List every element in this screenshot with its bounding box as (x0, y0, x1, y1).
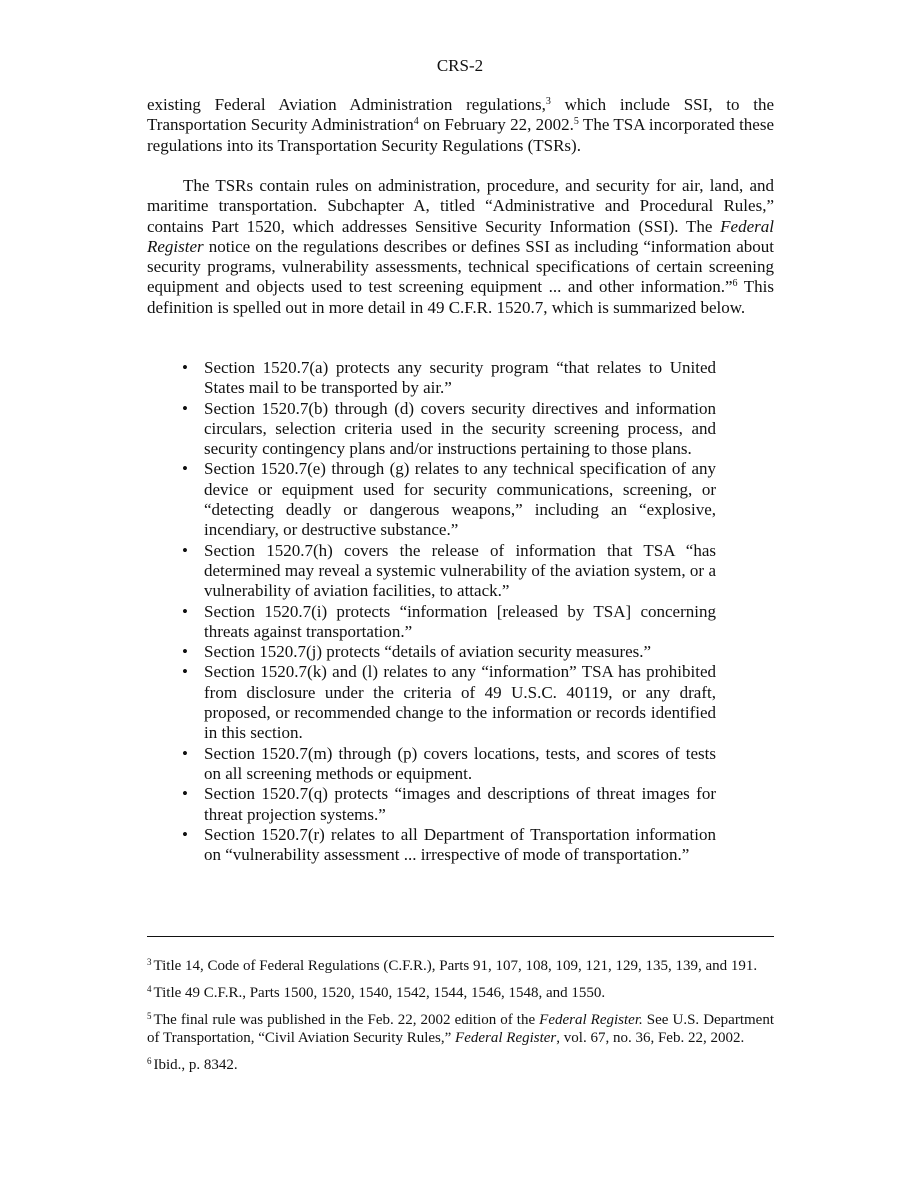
footnote-6 (147, 1056, 774, 1074)
footnote-number: 4 (147, 984, 152, 994)
list-item-text: Section 1520.7(e) through (g) relates to any technical specification of any device or equipment used for security communications, screening, or “detecting deadly or dangerous weapons,” including an “explosive, incendiary, or destructive substance.” (204, 459, 716, 540)
bullet-icon: • (182, 601, 188, 621)
list-item (182, 743, 716, 785)
list-item (182, 459, 716, 540)
paragraph-intro (147, 95, 774, 156)
footnote-3 (147, 957, 774, 975)
list-item (182, 824, 716, 866)
list-item (182, 540, 716, 602)
list-item-text: Section 1520.7(q) protects “images and descriptions of threat images for threat projection systems.” (204, 784, 716, 824)
footnote-text: See U.S. Department of Transportation, “Civil Aviation Security Rules,” (147, 1012, 774, 1046)
footnote-divider (147, 936, 774, 937)
footnote-text: The final rule was published in the Feb. 22, 2002 edition of the (153, 1012, 540, 1028)
text-run: The TSRs contain rules on administration, procedure, and security for air, land, and maritime transportation. Subchapter A, titled “Administrative and Procedural Rules,” contains Part 1520, which addresses Sensitive Security Information (SSI). The (147, 176, 774, 236)
footnotes-section (147, 957, 774, 1083)
list-item-text: Section 1520.7(r) relates to all Department of Transportation information on “vulnerability assessment ... irrespective of mode of transportation.” (204, 824, 716, 865)
text-run: This definition is spelled out in more detail in 49 C.F.R. 1520.7, which is summarized below. (147, 277, 774, 317)
bullet-icon: • (182, 662, 188, 682)
bullet-icon: • (182, 459, 188, 479)
footnote-ref-4: 4 (413, 116, 419, 128)
footnote-text: Title 49 C.F.R., Parts 1500, 1520, 1540, 1542, 1544, 1546, 1548, and 1550. (153, 985, 606, 1001)
text-run: on February 22, 2002. (418, 115, 574, 135)
footnote-text: Ibid., p. 8342. (153, 1057, 238, 1073)
bullet-icon: • (182, 642, 188, 662)
italic-term: Federal Register (455, 1030, 557, 1046)
footnote-number: 3 (147, 957, 152, 967)
section-bullet-list (147, 358, 774, 865)
bullet-icon: • (182, 743, 188, 763)
text-run: existing Federal Aviation Administration regulations, (147, 95, 546, 114)
list-item-text: Section 1520.7(j) protects “details of aviation security measures.” (204, 642, 652, 662)
list-item-text: Section 1520.7(b) through (d) covers security directives and information circulars, selection criteria used in the security screening process, and security contingency plans and/or instructions pertaining to those plans. (204, 398, 716, 459)
list-item (182, 601, 716, 643)
list-item-text: Section 1520.7(h) covers the release of information that TSA “has determined may reveal a systemic vulnerability of the aviation system, or a vulnerability of aviation facilities, to attack.” (204, 540, 716, 601)
list-item-text: Section 1520.7(i) protects “information [released by TSA] concerning threats against transportation.” (204, 601, 716, 641)
footnote-number: 5 (147, 1011, 152, 1021)
page-number: CRS-2 (436, 56, 484, 75)
footnote-text: Title 14, Code of Federal Regulations (C.F.R.), Parts 91, 107, 108, 109, 121, 129, 135, 139, and 191. (153, 958, 758, 974)
text-run: The TSA incorporated these regulations into its Transportation Security Regulations (TSRs). (147, 115, 775, 155)
italic-term: Federal Register (147, 216, 774, 256)
bullet-icon: • (182, 398, 188, 418)
list-item (182, 662, 716, 743)
list-item-text: Section 1520.7(k) and (l) relates to any “information” TSA has prohibited from disclosure under the criteria of 49 U.S.C. 40119, or any draft, proposed, or recommended change to the information or records identified in this section. (204, 662, 716, 743)
paragraph-tsrs (147, 176, 774, 318)
footnote-ref-3: 3 (545, 96, 551, 107)
footnote-text: , vol. 67, no. 36, Feb. 22, 2002. (556, 1030, 745, 1046)
footnote-4 (147, 984, 774, 1002)
bullet-icon: • (182, 358, 188, 377)
list-item-text: Section 1520.7(m) through (p) covers locations, tests, and scores of tests on all screening methods or equipment. (204, 743, 716, 783)
bullet-icon: • (182, 824, 188, 844)
footnote-ref-5: 5 (573, 116, 579, 128)
list-item (182, 784, 716, 825)
footnote-ref-6: 6 (732, 278, 738, 290)
bullet-icon: • (182, 784, 188, 804)
footnote-5 (147, 1011, 774, 1047)
list-item (182, 642, 716, 662)
list-item-text: Section 1520.7(a) protects any security program “that relates to United States mail to be transported by air.” (204, 358, 716, 398)
italic-term: Federal Register. (539, 1012, 643, 1028)
list-item (182, 358, 716, 399)
footnote-number: 6 (147, 1056, 152, 1066)
text-run: notice on the regulations describes or defines SSI as including “information about security programs, vulnerability assessments, technical specifications of certain screening equipment and objects used to test screening equipment ... and other information.” (147, 236, 774, 297)
bullet-icon: • (182, 540, 188, 560)
text-run: which include SSI, to the Transportation Security Administration (147, 95, 774, 135)
list-item (182, 398, 716, 460)
